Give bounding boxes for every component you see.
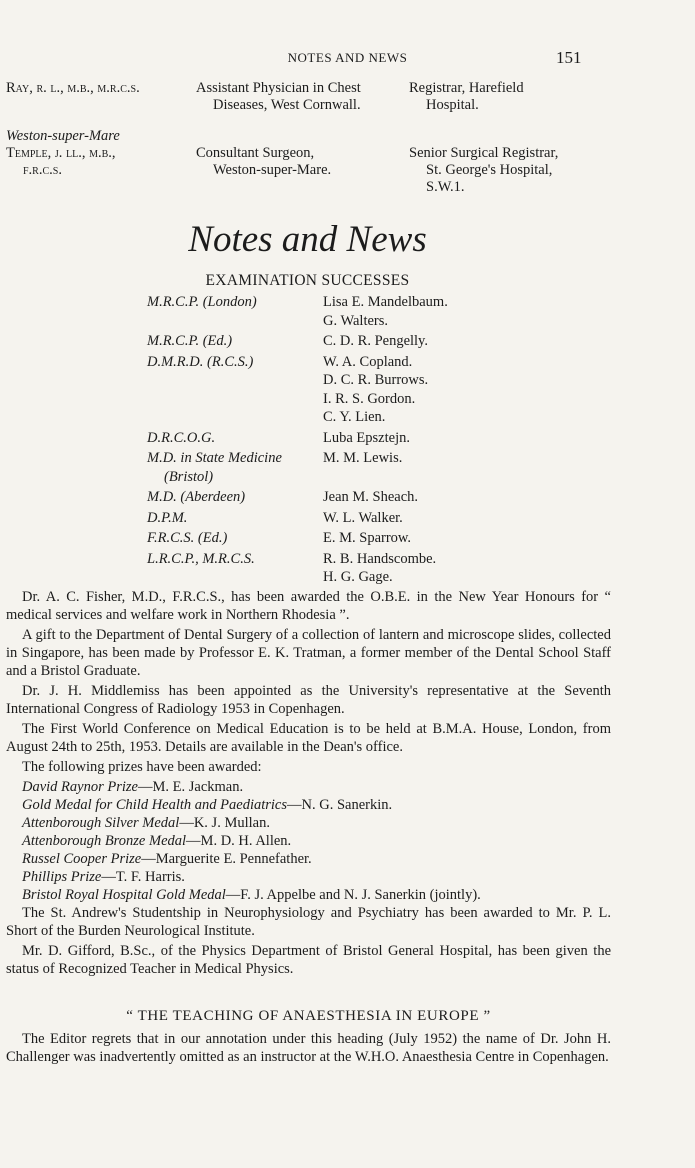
new-post-line: St. George's Hospital, [426,162,553,178]
prize-item [6,796,611,814]
prize-name: Gold Medal for Child Health and Paediatrics [22,797,288,813]
successful-candidate: R. B. Handscombe. [323,550,437,567]
appointment-row [6,145,691,196]
new-post-line: Senior Surgical Registrar, [409,145,559,161]
successful-candidate: M. M. Lewis. [323,450,403,466]
new-post-line: Hospital. [426,97,479,113]
running-head: NOTES AND NEWS [287,50,408,65]
previous-post-line: Diseases, West Cornwall. [213,97,361,113]
successful-candidate: C. D. R. Pengelly. [323,333,428,349]
section-title: Notes and News [188,219,427,260]
prize-item [6,814,611,832]
news-paragraph: The First World Conference on Medical Education is to be held at B.M.A. House, London, from August 24th to 25th, 1953. Details are available in the Dean's office. [6,721,611,755]
prize-item [6,832,611,850]
prize-item [6,868,611,886]
previous-post-line: Consultant Surgeon, [196,145,315,161]
successful-candidate: Luba Epsztejn. [323,429,410,446]
exam-degree: D.P.M. [147,509,188,526]
appointments-table [6,80,691,196]
exam-result-row [147,509,547,528]
successful-candidate: C. Y. Lien. [323,409,386,425]
prize-name: Attenborough Silver Medal [22,815,180,831]
location-heading: Weston-super-Mare [6,128,120,144]
prize-winner: —N. G. Sanerkin. [287,797,393,813]
successful-candidate: G. Walters. [323,312,389,329]
exam-degree: D.M.R.D. (R.C.S.) [147,353,254,370]
page-number: 151 [556,48,582,67]
successful-candidate: Lisa E. Mandelbaum. [323,294,448,310]
exam-degree: F.R.C.S. (Ed.) [147,530,228,546]
exam-result-row [147,353,547,427]
prize-winner: —Marguerite E. Pennefather. [141,851,312,867]
exam-result-row [147,293,547,330]
exam-degree-continued: (Bristol) [164,468,214,485]
successful-candidate: W. A. Copland. [323,353,413,370]
appointment-row [6,80,691,114]
prize-name: Bristol Royal Hospital Gold Medal [22,887,226,903]
news-paragraph: A gift to the Department of Dental Surgery of a collection of lantern and microscope slides, collected in Singapore, has been made by Professor E. K. Tratman, a former member of the Dental School Staff and a Bristol Graduate. [6,627,611,679]
news-paragraph: Mr. D. Gifford, B.Sc., of the Physics Department of Bristol General Hospital, has been given the status of Recognized Teacher in Medical Physics. [6,943,611,977]
prize-list [6,778,611,904]
appointee-name: Ray, r. l., m.b., m.r.c.s. [6,80,140,96]
successful-candidate: D. C. R. Burrows. [323,372,429,388]
exam-degree: L.R.C.P., M.R.C.S. [147,550,255,567]
exam-degree: M.R.C.P. (London) [147,294,257,310]
exam-result-row [147,332,547,351]
exam-result-row [147,488,547,507]
prize-name: Russel Cooper Prize [22,851,142,867]
exam-results-table [147,293,547,589]
exam-degree: D.R.C.O.G. [147,429,216,446]
news-paragraph: Dr. J. H. Middlemiss has been appointed as the University's representative at the Seventh International Congress of Radiology 1953 in Copenhagen. [6,683,611,717]
appointee-name-continued: f.r.c.s. [23,162,62,178]
prize-winner: —T. F. Harris. [101,869,185,885]
sub-heading: “ THE TEACHING OF ANAESTHESIA IN EUROPE ” [126,1008,491,1024]
erratum-paragraph: The Editor regrets that in our annotation under this heading (July 1952) the name of Dr. John H. Challenger was inadvertently omitted as an instructor at the W.H.O. Anaesthesia Centre in Copenhagen. [6,1031,611,1065]
news-paragraph: Dr. A. C. Fisher, M.D., F.R.C.S., has been awarded the O.B.E. in the New Year Honours for “ medical services and welfare work in Northern Rhodesia ”. [6,589,611,623]
prize-name: David Raynor Prize [22,779,138,795]
successful-candidate: I. R. S. Gordon. [323,390,416,407]
exam-degree: M.D. in State Medicine [147,450,282,466]
exam-degree: M.R.C.P. (Ed.) [147,333,233,349]
prize-winner: —K. J. Mullan. [179,815,270,831]
new-post-line: Registrar, Harefield [409,80,524,96]
prize-winner: —M. E. Jackman. [137,779,244,795]
prize-name: Phillips Prize [22,869,102,885]
prize-winner: —F. J. Appelbe and N. J. Sanerkin (jointly). [225,887,481,903]
prizes-intro: The following prizes have been awarded: [22,759,262,775]
prize-name: Attenborough Bronze Medal [22,833,187,849]
prize-item [6,778,611,796]
successful-candidate: W. L. Walker. [323,509,403,526]
prize-item [6,850,611,868]
prize-item [6,886,611,904]
prize-winner: —M. D. H. Allen. [186,833,292,849]
exam-result-row [147,550,547,587]
exam-degree: M.D. (Aberdeen) [147,489,246,505]
exam-result-row [147,529,547,548]
news-paragraph: The St. Andrew's Studentship in Neurophysiology and Psychiatry has been awarded to Mr. P. L. Short of the Burden Neurological Institute. [6,905,611,939]
news-body [6,588,611,1068]
successful-candidate: E. M. Sparrow. [323,530,412,546]
successful-candidate: H. G. Gage. [323,569,393,585]
appointee-name: Temple, j. ll., m.b., [6,145,116,161]
new-post-line: S.W.1. [426,179,465,195]
previous-post-line: Weston-super-Mare. [213,162,332,178]
exam-result-row [147,429,547,448]
exam-heading: EXAMINATION SUCCESSES [205,272,410,289]
successful-candidate: Jean M. Sheach. [323,489,419,505]
exam-result-row [147,449,547,486]
previous-post-line: Assistant Physician in Chest [196,80,361,96]
